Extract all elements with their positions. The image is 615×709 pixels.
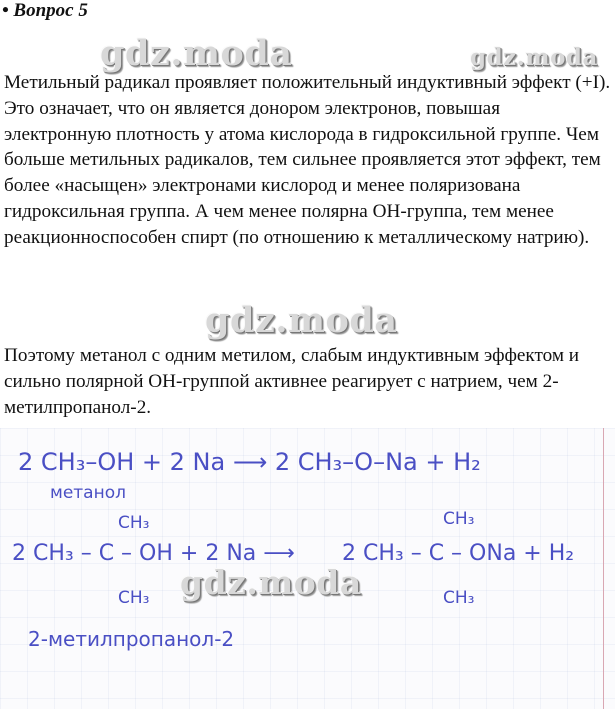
equation-methanol: 2 CH₃–OH + 2 Na ⟶ 2 CH₃–O–Na + H₂ [18, 448, 481, 476]
question-title: Вопрос 5 [13, 0, 88, 21]
methyl-bottom-left: CH₃ [118, 588, 150, 608]
methyl-top-right: CH₃ [443, 509, 475, 529]
watermark-2: gdz.moda [470, 44, 598, 71]
watermark-4: gdz.moda [180, 563, 362, 602]
watermark-1: gdz.moda [100, 33, 293, 74]
methyl-top-left: CH₃ [118, 513, 150, 533]
bullet: • [2, 0, 9, 21]
equation-tertbutanol-right: 2 CH₃ – C – ONa + H₂ [342, 541, 575, 566]
methyl-bottom-right: CH₃ [443, 588, 475, 608]
equation-tertbutanol-left: 2 CH₃ – C – OH + 2 Na ⟶ [12, 541, 295, 566]
handwritten-equations [0, 428, 615, 709]
question-header [2, 0, 88, 22]
watermark-3: gdz.moda [205, 300, 398, 341]
paragraph-explanation: Метильный радикал проявляет положительный индуктивный эффект (+I). Это означает, что он является донором электронов, повышая электронную плотность у атома кислорода в гидроксильной группе. Чем больше метильных радикалов, тем сильнее проявляется этот эффект, тем более «насыщен» электронами кислород и менее поляризована гидроксильная группа. А чем менее полярна OH-группа, тем менее реакционноспособен спирт (по отношению к металлическому натрию). [4, 72, 611, 248]
equations-svg [0, 428, 615, 709]
label-2-methylpropanol-2: 2-метилпропанол-2 [28, 627, 235, 651]
paragraph-conclusion: Поэтому метанол с одним метилом, слабым индуктивным эффектом и сильно полярной OH-группой активнее реагирует с натрием, чем 2-метилпропанол-2. [4, 345, 580, 418]
label-methanol: метанол [50, 483, 126, 503]
